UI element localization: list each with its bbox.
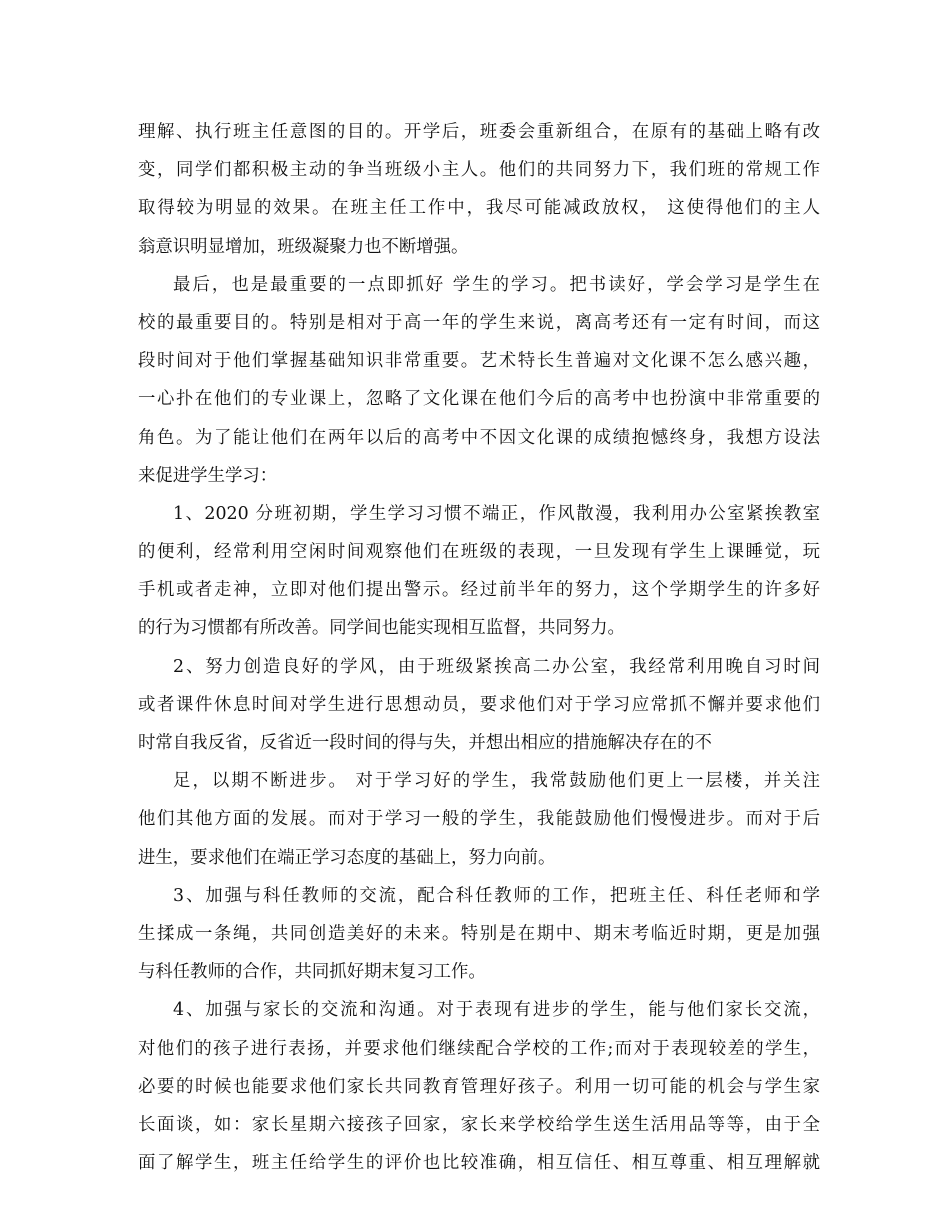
text-line: 翁意识明显增加，班级凝聚力也不断增强。: [138, 236, 469, 257]
paragraph-first-line: 1、2020 分班初期，学生学习习惯不端正，作风散漫，我利用办公室紧挨教室: [173, 503, 820, 524]
paragraph-first-line: 2、努力创造良好的学风，由于班级紧挨高二办公室，我经常利用晚自习时间: [173, 656, 820, 677]
text-line: 或者课件休息时间对学生进行思想动员，要求他们对于学习应常抓不懈并要求他们: [138, 694, 820, 715]
text-line: 变，同学们都积极主动的争当班级小主人。他们的共同努力下，我们班的常规工作: [138, 160, 820, 181]
text-line: 来促进学生学习：: [138, 465, 278, 486]
text-line: 段时间对于他们掌握基础知识非常重要。艺术特长生普遍对文化课不怎么感兴趣，: [138, 351, 820, 372]
text-line: 长面谈，如：家长星期六接孩子回家，家长来学校给学生送生活用品等等，由于全: [138, 1114, 820, 1135]
text-line: 校的最重要目的。特别是相对于高一年的学生来说，离高考还有一定有时间，而这: [138, 312, 820, 333]
text-line: 角色。为了能让他们在两年以后的高考中不因文化课的成绩抱憾终身，我想方设法: [138, 427, 820, 448]
paragraph-first-line: 足，以期不断进步。 对于学习好的学生，我常鼓励他们更上一层楼，并关注: [173, 771, 820, 792]
text-line: 必要的时候也能要求他们家长共同教育管理好孩子。利用一切可能的机会与学生家: [138, 1076, 820, 1097]
text-line: 与科任教师的合作，共同抓好期末复习工作。: [138, 962, 486, 983]
text-line: 理解、执行班主任意图的目的。开学后，班委会重新组合，在原有的基础上略有改: [138, 122, 820, 142]
paragraph-first-line: 最后，也是最重要的一点即抓好 学生的学习。把书读好，学会学习是学生在: [173, 274, 820, 295]
text-line: 进生，要求他们在端正学习态度的基础上，努力向前。: [138, 847, 556, 868]
text-line: 面了解学生，班主任给学生的评价也比较准确，相互信任、相互尊重、相互理解就: [138, 1153, 820, 1174]
text-line: 一心扑在他们的专业课上，忽略了文化课在他们今后的高考中也扮演中非常重要的: [138, 389, 820, 410]
text-line: 对他们的孩子进行表扬，并要求他们继续配合学校的工作;而对于表现较差的学生，: [138, 1038, 820, 1059]
document-body-text: [138, 113, 820, 1182]
text-line: 他们其他方面的发展。而对于学习一般的学生，我能鼓励他们慢慢进步。而对于后: [138, 809, 820, 830]
text-line: 手机或者走神，立即对他们提出警示。经过前半年的努力，这个学期学生的许多好: [138, 580, 820, 601]
text-line: 的行为习惯都有所改善。同学间也能实现相互监督，共同努力。: [138, 618, 625, 639]
text-line: 取得较为明显的效果。在班主任工作中，我尽可能减政放权， 这使得他们的主人: [138, 198, 820, 219]
text-line: 时常自我反省，反省近一段时间的得与失，并想出相应的措施解决存在的不: [138, 733, 712, 753]
paragraph-first-line: 3、加强与科任教师的交流，配合科任教师的工作，把班主任、科任老师和学: [173, 885, 820, 906]
text-line: 生揉成一条绳，共同创造美好的未来。特别是在期中、期末考临近时期，更是加强: [138, 923, 820, 944]
text-line: 的便利，经常利用空闲时间观察他们在班级的表现，一旦发现有学生上课睡觉，玩: [138, 542, 820, 563]
paragraph-first-line: 4、加强与家长的交流和沟通。对于表现有进步的学生，能与他们家长交流，: [173, 1000, 820, 1021]
